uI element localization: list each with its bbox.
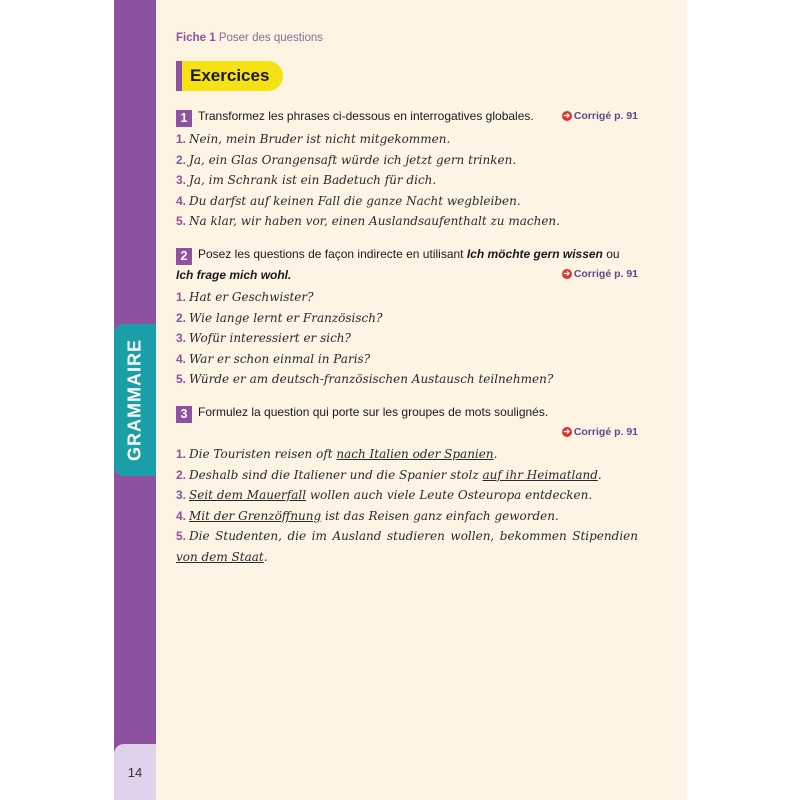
exercise-2 xyxy=(176,244,638,390)
exercise-instruction: 1 Transformez les phrases ci-dessous en interrogatives globales. ➔ Corrigé p. 91 xyxy=(176,106,638,127)
list-item: 2. Wie lange lernt er Französisch? xyxy=(176,310,383,325)
page-content xyxy=(156,0,687,800)
fiche-title: Poser des questions xyxy=(218,32,324,44)
list-item: 1. Die Touristen reisen oft nach Italien oder Spanien. xyxy=(176,447,498,461)
exercise-number: 3 xyxy=(176,406,192,423)
list-item: 5. Würde er am deutsch-französischen Austausch teilnehmen? xyxy=(176,372,554,386)
exercise-number: 2 xyxy=(176,248,192,265)
fiche-number: Fiche 1 xyxy=(176,32,216,44)
exercise-items xyxy=(176,129,638,232)
corrige-link[interactable]: ➔ Corrigé p. 91 xyxy=(563,110,638,122)
exercises-title: Exercices xyxy=(182,61,283,91)
list-item: 2. Ja, ein Glas Orangensaft würde ich jetzt gern trinken. xyxy=(176,152,517,167)
fiche-header xyxy=(176,32,323,44)
section-tab-label: GRAMMAIRE xyxy=(124,339,145,461)
list-item: 2. Deshalb sind die Italiener und die Spanier stolz auf ihr Heimatland. xyxy=(176,467,602,482)
arrow-right-icon: ➔ xyxy=(563,269,571,278)
list-item: 5. Die Studenten, die im Ausland studieren wollen, bekommen Stipendien von dem Staat. xyxy=(176,529,638,564)
list-item: 5. Na klar, wir haben vor, einen Auslandsaufenthalt zu machen. xyxy=(176,214,560,228)
corrige-link[interactable]: ➔ Corrigé p. 91 xyxy=(563,426,638,438)
list-item: 3. Wofür interessiert er sich? xyxy=(176,331,351,345)
list-item: 4. War er schon einmal in Paris? xyxy=(176,351,371,366)
arrow-right-icon: ➔ xyxy=(563,427,571,436)
exercise-items xyxy=(176,287,638,390)
corrige-link[interactable]: ➔ Corrigé p. 91 xyxy=(563,268,638,280)
section-tab-grammaire xyxy=(114,324,156,476)
list-item: 1. Hat er Geschwister? xyxy=(176,290,314,304)
exercise-3 xyxy=(176,402,638,567)
arrow-right-icon: ➔ xyxy=(563,111,571,120)
exercises-banner xyxy=(176,61,283,91)
page-number: 14 xyxy=(114,744,156,800)
exercise-items xyxy=(176,444,638,567)
exercise-instruction: 2 Posez les questions de façon indirecte en utilisant Ich möchte gern wissen ou Ich frage mich wohl. ➔ Corrigé p. 91 xyxy=(176,247,638,282)
exercise-number: 1 xyxy=(176,110,192,127)
exercise-1 xyxy=(176,106,638,232)
list-item: 1. Nein, mein Bruder ist nicht mitgekommen. xyxy=(176,132,451,146)
list-item: 4. Du darfst auf keinen Fall die ganze Nacht wegbleiben. xyxy=(176,193,521,208)
list-item: 3. Ja, im Schrank ist ein Badetuch für dich. xyxy=(176,173,437,187)
exercise-instruction: 3 Formulez la question qui porte sur les groupes de mots soulignés. ➔ Corrigé p. 91 xyxy=(176,402,638,442)
list-item: 4. Mit der Grenzöffnung ist das Reisen ganz einfach geworden. xyxy=(176,508,559,523)
list-item: 3. Seit dem Mauerfall wollen auch viele Leute Osteuropa entdecken. xyxy=(176,488,593,502)
